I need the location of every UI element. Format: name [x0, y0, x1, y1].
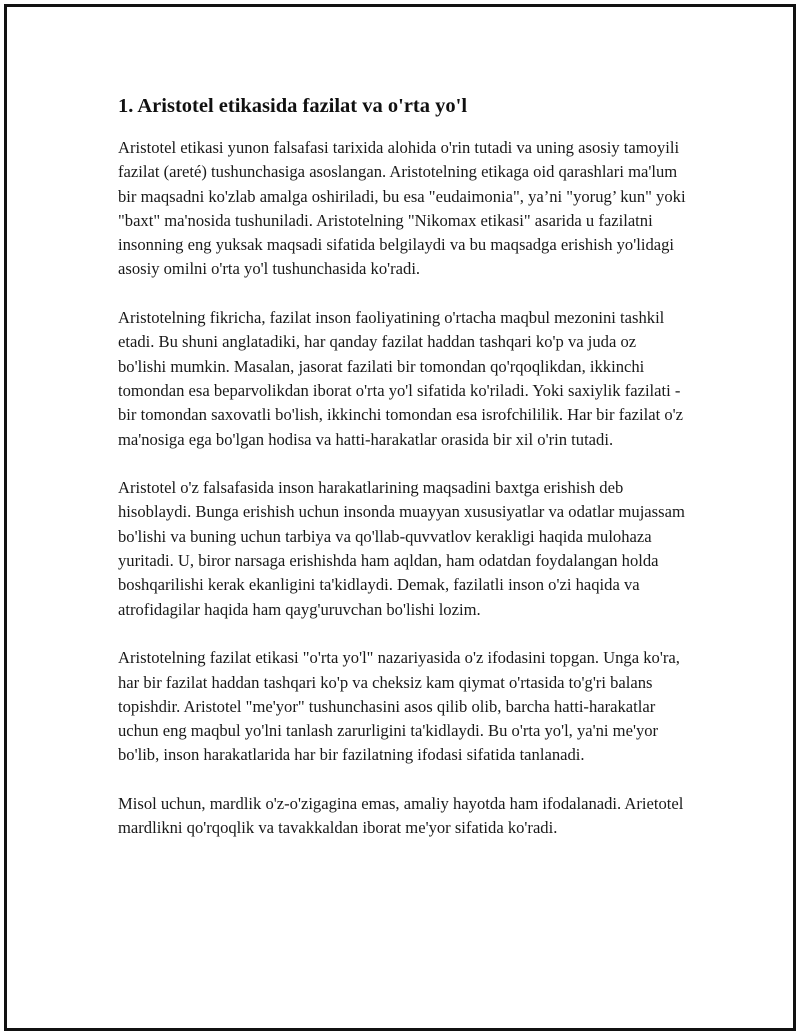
paragraph-1: Aristotel etikasi yunon falsafasi tarixida alohida o'rin tutadi va uning asosiy tamoyili fazilat (areté) tushunchasiga asoslangan. Aristotelning etikaga oid qarashlari ma'lum bir maqsadni ko'zlab amalga oshiriladi, bu esa "eudaimonia", ya’ni "yorug’ kun" yoki "baxt" ma'nosida tushuniladi. Aristotelning "Nikomax etikasi" asarida u fazilatni insonning eng yuksak maqsadi sifatida belgilaydi va bu maqsadga erishish yo'lidagi asosiy omilni o'rta yo'l tushunchasida ko'radi.: [118, 138, 686, 279]
section-heading: 1. Aristotel etikasida fazilat va o'rta yo'l: [118, 95, 468, 117]
paragraph-5: Misol uchun, mardlik o'z-o'zigagina emas, amaliy hayotda ham ifodalanadi. Arietotel mardlikni qo'rqoqlik va tavakkaldan iborat me'yor sifatida ko'radi.: [118, 794, 684, 838]
paragraph-2: Aristotelning fikricha, fazilat inson faoliyatining o'rtacha maqbul mezonini tashkil etadi. Bu shuni anglatadiki, har qanday fazilat haddan tashqari ko'p va juda oz bo'lishi mumkin. Masalan, jasorat fazilati bir tomondan qo'rqoqlikdan, ikkinchi tomondan esa beparvolikdan iborat o'rta yo'l sifatida ko'riladi. Yoki saxiylik fazilati - bir tomondan saxovatli bo'lish, ikkinchi tomondan esa isrofchililik. Har bir fazilat o'z ma'nosiga ega bo'lgan hodisa va hatti-harakatlar orasida bir xil o'rin tutadi.: [118, 308, 683, 449]
paragraph-4: Aristotelning fazilat etikasi "o'rta yo'l" nazariyasida o'z ifodasini topgan. Unga ko'ra, har bir fazilat haddan tashqari ko'p va cheksiz kam qiymat o'rtasida to'g'ri balans topishdir. Aristotel "me'yor" tushunchasini asos qilib olib, barcha hatti-harakatlar uchun eng maqbul yo'lni tanlash zarurligini ta'kidlaydi. Bu o'rta yo'l, ya'ni me'yor bo'lib, inson harakatlarida har bir fazilatning ifodasi sifatida tanlanadi.: [118, 648, 680, 765]
document-body: [118, 92, 688, 865]
paragraph-3: Aristotel o'z falsafasida inson harakatlarining maqsadini baxtga erishish deb hisoblaydi. Bunga erishish uchun insonda muayyan xususiyatlar va odatlar mujassam bo'lishi va buning uchun tarbiya va qo'llab-quvvatlov kerakligi haqida mulohaza yuritadi. U, biror narsaga erishishda ham aqldan, ham odatdan foydalangan holda boshqarilishi kerak ekanligini ta'kidlaydi. Demak, fazilatli inson o'zi haqida va atrofidagilar haqida ham qayg'uruvchan bo'lishi lozim.: [118, 478, 685, 619]
